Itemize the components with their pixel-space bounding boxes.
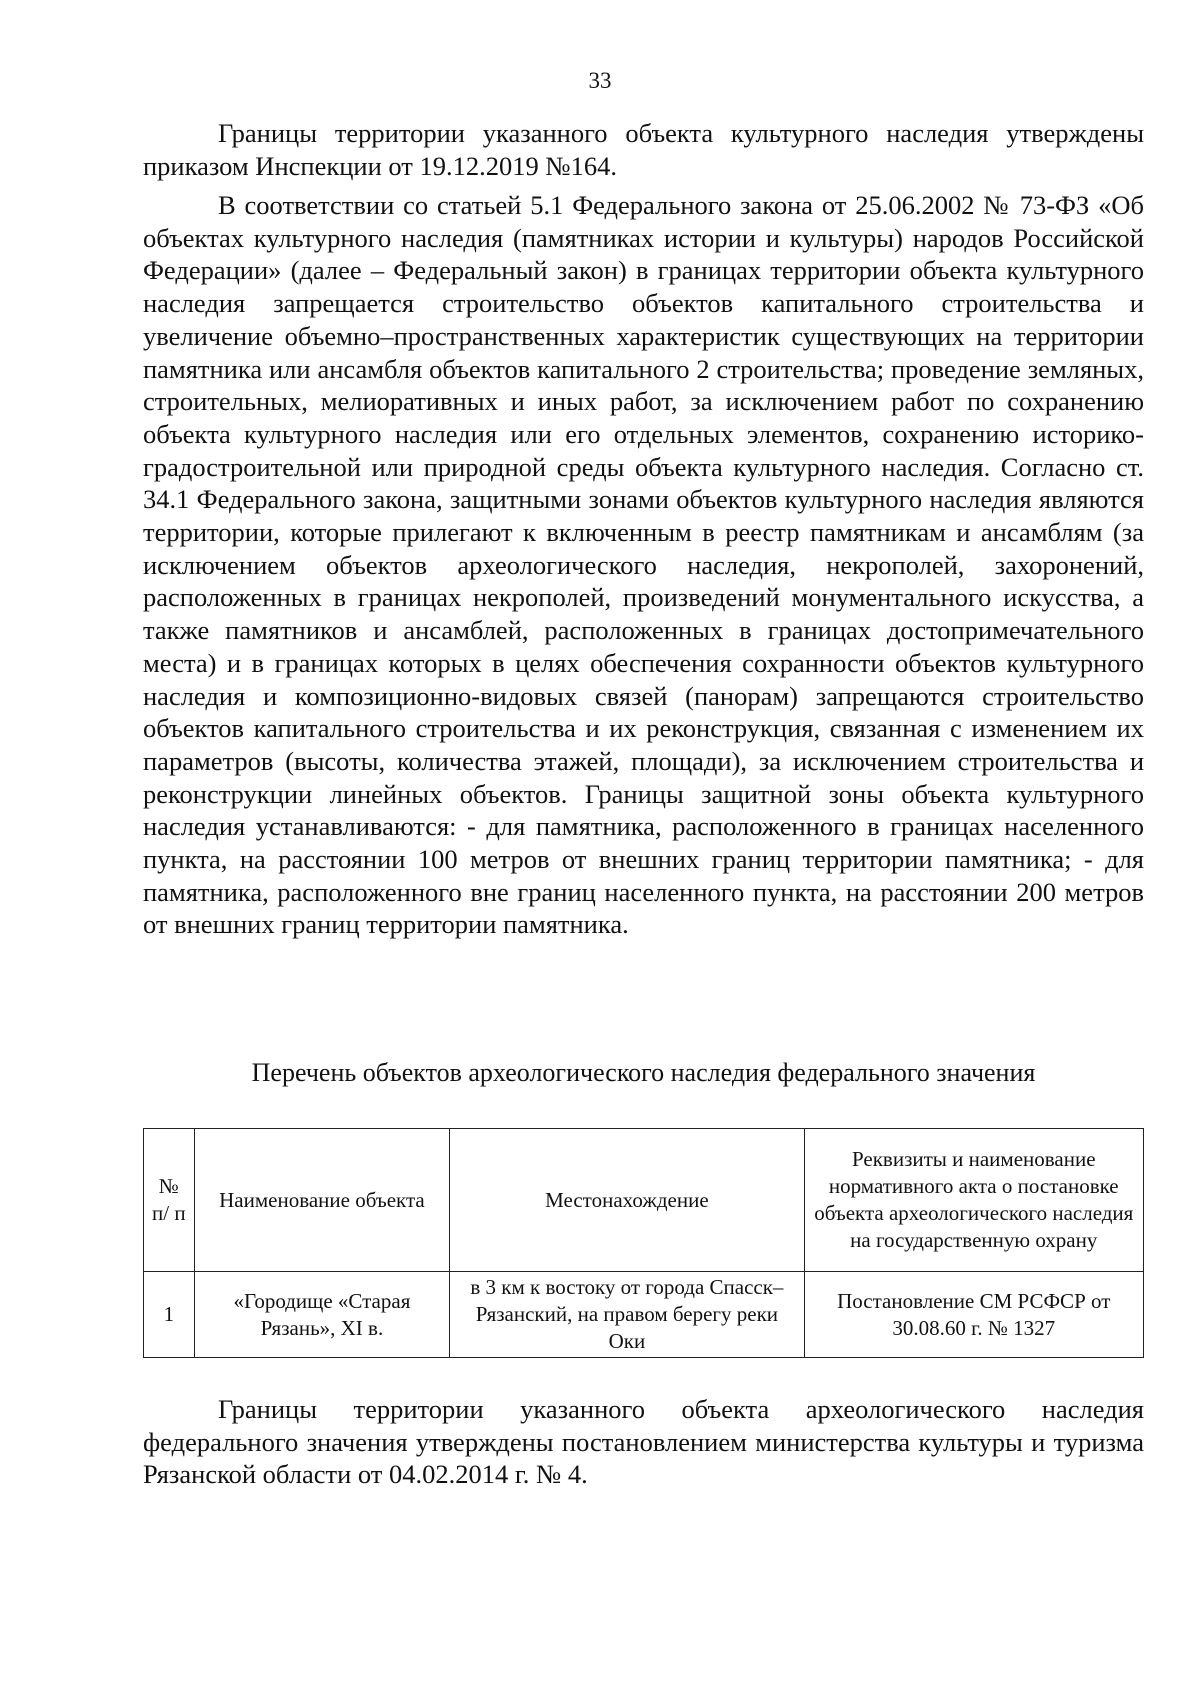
archaeological-heritage-table [143, 1128, 1144, 1358]
paragraph-archaeological-approval: Границы территории указанного объекта археологического наследия федерального значения утверждены постановлением министерства культуры и туризма Рязанской области от 04.02.2014 г. № 4. [143, 1394, 1144, 1490]
page-number: 33 [588, 68, 612, 93]
cell-number: 1 [144, 1272, 195, 1358]
header-requisites: Реквизиты и наименование нормативного акта о постановке объекта археологического наследия на государственную охрану [804, 1129, 1143, 1272]
cell-object-name: «Городище «Старая Рязань», XI в. [194, 1272, 450, 1358]
table-title: Перечень объектов археологического наследия федерального значения [251, 1058, 1036, 1087]
header-location: Местонахождение [450, 1129, 804, 1272]
paragraph-legal-restrictions: В соответствии со статьей 5.1 Федерального закона от 25.06.2002 № 73-ФЗ «Об объектах культурного наследия (памятниках истории и культуры) народов Российской Федерации» (далее – Федеральный закон) в границах территории объекта культурного наследия запрещается строительство объектов капитального строительства и увеличение объемно–пространственных характеристик существующих на территории памятника или ансамбля объектов капитального 2 строительства; проведение земляных, строительных, мелиоративных и иных работ, за исключением работ по сохранению объекта культурного наследия или его отдельных элементов, сохранению историко-градостроительной или природной среды объекта культурного наследия. Согласно ст. 34.1 Федерального закона, защитными зонами объектов культурного наследия являются территории, которые прилегают к включенным в реестр памятникам и ансамблям (за исключением объектов археологического наследия, некрополей, захоронений, расположенных в границах некрополей, произведений монументального искусства, а также памятников и ансамблей, расположенных в границах достопримечательного места) и в границах которых в целях обеспечения сохранности объектов культурного наследия и композиционно-видовых связей (панорам) запрещаются строительство объектов капитального строительства и их реконструкция, связанная с изменением их параметров (высоты, количества этажей, площади), за исключением строительства и реконструкции линейных объектов. Границы защитной зоны объекта культурного наследия устанавливаются: - для памятника, расположенного в границах населенного пункта, на расстоянии 100 метров от внешних границ территории памятника; - для памятника, расположенного вне границ населенного пункта, на расстоянии 200 метров от внешних границ территории памятника. [143, 190, 1144, 940]
cell-location: в 3 км к востоку от города Спасск– Рязанский, на правом берегу реки Оки [450, 1272, 804, 1358]
table-row [144, 1272, 1144, 1358]
paragraph-territory-approval: Границы территории указанного объекта культурного наследия утверждены приказом Инспекции от 19.12.2019 №164. [143, 118, 1144, 181]
header-number: № п/ п [144, 1129, 195, 1272]
table-header-row [144, 1129, 1144, 1272]
cell-requisites: Постановление СМ РСФСР от 30.08.60 г. № 1327 [804, 1272, 1143, 1358]
header-object-name: Наименование объекта [194, 1129, 450, 1272]
